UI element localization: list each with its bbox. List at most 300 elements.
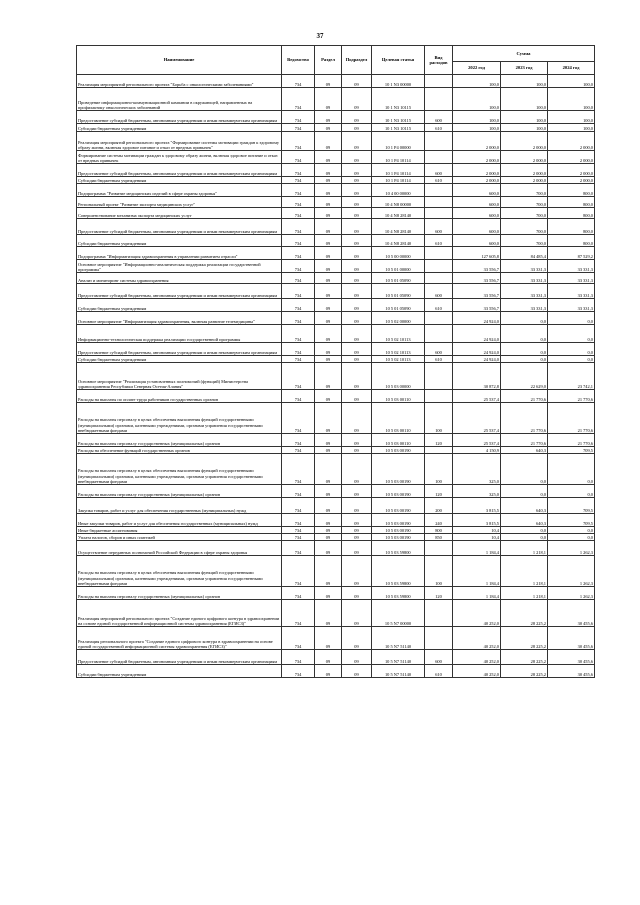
table-row: [77, 184, 595, 197]
row-name: Субсидии бюджетным учреждениям: [77, 299, 282, 312]
row-sum-2024: 1 262,3: [548, 556, 595, 587]
row-target: 10 5 03 00190: [372, 527, 425, 534]
row-sum-2024: 800,0: [548, 219, 595, 235]
row-name: Субсидии бюджетным учреждениям: [77, 235, 282, 247]
row-section: 09: [315, 299, 342, 312]
row-section: 09: [315, 587, 342, 600]
row-subsection: 09: [342, 208, 372, 219]
row-expense-type: 850: [425, 534, 453, 541]
row-target: 10 5 00 00000: [372, 247, 425, 260]
row-name: Субсидии бюджетным учреждениям: [77, 124, 282, 132]
row-subsection: 09: [342, 534, 372, 541]
row-target: 10 4 N8 00000: [372, 197, 425, 208]
row-target: 10 4 00 00000: [372, 184, 425, 197]
row-sum-2024: 709,5: [548, 514, 595, 527]
header-year-2024: 2024 год: [548, 62, 595, 75]
row-section: 09: [315, 312, 342, 325]
row-expense-type: [425, 447, 453, 454]
row-name: Реализация мероприятий регионального проекта "Создание единого цифрового контура в здравоохранении на основе единой государственной информационной системы здравоохранения (ЕГИСЗ)": [77, 600, 282, 627]
row-target: 10 5 03 00110: [372, 434, 425, 447]
table-row: [77, 498, 595, 514]
row-subsection: 09: [342, 434, 372, 447]
row-sum-2022: 30 872,8: [453, 363, 501, 390]
row-sum-2022: 2 000,0: [453, 164, 501, 177]
row-sum-2022: 100,0: [453, 111, 501, 124]
table-row: [77, 299, 595, 312]
row-subsection: 09: [342, 164, 372, 177]
row-sum-2024: 0,0: [548, 485, 595, 498]
table-row: [77, 151, 595, 164]
row-section: 09: [315, 485, 342, 498]
row-expense-type: [425, 363, 453, 390]
row-sum-2024: 800,0: [548, 197, 595, 208]
row-name: Осуществление переданных полномочий Российской Федерации в сфере охраны здоровья: [77, 541, 282, 556]
row-sum-2022: 325,0: [453, 454, 501, 485]
row-target: 10 5 03 00190: [372, 485, 425, 498]
table-row: [77, 219, 595, 235]
row-ministry: 734: [282, 260, 315, 273]
row-expense-type: [425, 247, 453, 260]
row-sum-2023: 1 218,1: [501, 587, 548, 600]
row-sum-2024: 0,0: [548, 454, 595, 485]
row-subsection: 09: [342, 527, 372, 534]
row-target: 10 4 N8 28140: [372, 219, 425, 235]
row-expense-type: 610: [425, 665, 453, 678]
row-sum-2024: 0,0: [548, 312, 595, 325]
row-target: 10 5 01 05090: [372, 273, 425, 284]
row-sum-2024: 30 455,6: [548, 665, 595, 678]
row-subsection: 09: [342, 403, 372, 434]
row-target: 10 1 N3 10115: [372, 111, 425, 124]
row-name: Формирование системы мотивации граждан к здоровому образу жизни, включая здоровое питание и отказ от вредных привычек: [77, 151, 282, 164]
row-subsection: 09: [342, 454, 372, 485]
row-sum-2024: 30 455,6: [548, 600, 595, 627]
row-sum-2022: 10,4: [453, 534, 501, 541]
row-target: 10 5 02 10113: [372, 325, 425, 343]
row-expense-type: 200: [425, 498, 453, 514]
row-section: 09: [315, 235, 342, 247]
row-subsection: 09: [342, 151, 372, 164]
row-section: 09: [315, 75, 342, 88]
row-subsection: 09: [342, 284, 372, 299]
row-sum-2023: 0,0: [501, 356, 548, 363]
row-sum-2023: 28 225,2: [501, 600, 548, 627]
row-ministry: 734: [282, 247, 315, 260]
row-expense-type: 610: [425, 356, 453, 363]
row-sum-2023: 0,0: [501, 312, 548, 325]
row-section: 09: [315, 284, 342, 299]
row-section: 09: [315, 356, 342, 363]
table-row: [77, 527, 595, 534]
row-sum-2023: 22 629,0: [501, 363, 548, 390]
row-sum-2023: 2 000,0: [501, 164, 548, 177]
row-sum-2022: 100,0: [453, 124, 501, 132]
row-sum-2023: 700,0: [501, 208, 548, 219]
row-sum-2024: 709,5: [548, 498, 595, 514]
row-sum-2023: 700,0: [501, 184, 548, 197]
row-ministry: 734: [282, 650, 315, 665]
table-row: [77, 454, 595, 485]
row-target: 10 5 01 05090: [372, 284, 425, 299]
row-section: 09: [315, 390, 342, 403]
row-subsection: 09: [342, 650, 372, 665]
row-ministry: 734: [282, 343, 315, 356]
row-subsection: 09: [342, 587, 372, 600]
row-sum-2023: 640,3: [501, 498, 548, 514]
row-sum-2024: 30 455,6: [548, 627, 595, 650]
table-row: [77, 447, 595, 454]
row-sum-2022: 10,4: [453, 527, 501, 534]
row-subsection: 09: [342, 356, 372, 363]
row-target: 10 5 03 59800: [372, 556, 425, 587]
row-expense-type: [425, 151, 453, 164]
row-sum-2022: 40 252,0: [453, 600, 501, 627]
row-name: Иные бюджетные ассигнования: [77, 527, 282, 534]
row-expense-type: 610: [425, 299, 453, 312]
row-section: 09: [315, 454, 342, 485]
row-subsection: 09: [342, 498, 372, 514]
table-row: [77, 132, 595, 151]
row-target: 10 5 02 00000: [372, 312, 425, 325]
row-sum-2022: 1 184,4: [453, 587, 501, 600]
row-sum-2023: 21 770,6: [501, 390, 548, 403]
row-name: Иные закупки товаров, работ и услуг для обеспечения государственных (муниципальных) нужд: [77, 514, 282, 527]
table-row: [77, 434, 595, 447]
table-row: [77, 356, 595, 363]
row-ministry: 734: [282, 124, 315, 132]
row-ministry: 734: [282, 403, 315, 434]
row-ministry: 734: [282, 312, 315, 325]
row-target: 10 5 N7 51140: [372, 665, 425, 678]
row-target: 10 5 03 59800: [372, 587, 425, 600]
row-ministry: 734: [282, 514, 315, 527]
row-sum-2022: 100,0: [453, 75, 501, 88]
row-section: 09: [315, 151, 342, 164]
row-section: 09: [315, 247, 342, 260]
row-expense-type: [425, 132, 453, 151]
row-sum-2022: 33 556,7: [453, 299, 501, 312]
row-sum-2024: 800,0: [548, 235, 595, 247]
table-row: [77, 485, 595, 498]
row-name: Основное мероприятие "Информационно-аналитическая поддержка реализации государственной программы": [77, 260, 282, 273]
row-sum-2024: 33 331,3: [548, 299, 595, 312]
row-subsection: 09: [342, 132, 372, 151]
row-sum-2022: 127 605,8: [453, 247, 501, 260]
row-target: 10 5 03 00110: [372, 403, 425, 434]
row-section: 09: [315, 514, 342, 527]
row-sum-2022: 600,0: [453, 219, 501, 235]
row-ministry: 734: [282, 665, 315, 678]
row-subsection: 09: [342, 363, 372, 390]
row-expense-type: 610: [425, 124, 453, 132]
table-row: [77, 235, 595, 247]
row-expense-type: 800: [425, 527, 453, 534]
header-target: Целевая статья: [372, 46, 425, 75]
row-name: Субсидии бюджетным учреждениям: [77, 177, 282, 184]
row-ministry: 734: [282, 164, 315, 177]
row-target: 10 5 03 00190: [372, 454, 425, 485]
row-expense-type: 120: [425, 434, 453, 447]
row-sum-2024: 800,0: [548, 208, 595, 219]
row-section: 09: [315, 556, 342, 587]
row-expense-type: 600: [425, 650, 453, 665]
row-expense-type: [425, 273, 453, 284]
table-row: [77, 312, 595, 325]
row-name: Предоставление субсидий бюджетным, автономным учреждениям и иным некоммерческим организациям: [77, 343, 282, 356]
row-ministry: 734: [282, 541, 315, 556]
row-sum-2023: 0,0: [501, 325, 548, 343]
row-name: Субсидии бюджетным учреждениям: [77, 665, 282, 678]
row-sum-2023: 28 225,2: [501, 627, 548, 650]
row-sum-2022: 600,0: [453, 184, 501, 197]
table-row: [77, 587, 595, 600]
row-ministry: 734: [282, 434, 315, 447]
row-sum-2024: 100,0: [548, 124, 595, 132]
row-sum-2022: 33 556,7: [453, 284, 501, 299]
row-sum-2022: 1 184,4: [453, 541, 501, 556]
row-expense-type: 100: [425, 454, 453, 485]
row-ministry: 734: [282, 111, 315, 124]
row-name: Расходы на выплаты персоналу в целях обеспечения выполнения функций государственными (муниципальными) органами, казенными учреждениями, органами управления государственными внебюджетными фондами: [77, 403, 282, 434]
row-expense-type: [425, 197, 453, 208]
row-name: Реализация мероприятий регионального проекта "Формирование системы мотивации граждан к здоровому образу жизни, включая здоровое питание и отказ от вредных привычек": [77, 132, 282, 151]
row-section: 09: [315, 132, 342, 151]
row-name: Расходы на выплаты по оплате труда работников государственных органов: [77, 390, 282, 403]
row-name: Предоставление субсидий бюджетным, автономным учреждениям и иным некоммерческим организациям: [77, 284, 282, 299]
row-sum-2023: 640,3: [501, 447, 548, 454]
row-expense-type: 100: [425, 556, 453, 587]
row-sum-2022: 24 924,0: [453, 325, 501, 343]
table-row: [77, 164, 595, 177]
row-target: 10 5 N7 51140: [372, 650, 425, 665]
row-ministry: 734: [282, 356, 315, 363]
row-ministry: 734: [282, 527, 315, 534]
row-name: Уплата налогов, сборов и иных платежей: [77, 534, 282, 541]
row-sum-2022: 600,0: [453, 197, 501, 208]
row-sum-2022: 2 000,0: [453, 177, 501, 184]
row-sum-2023: 0,0: [501, 485, 548, 498]
header-sum: Сумма: [453, 46, 595, 62]
table-row: [77, 343, 595, 356]
row-sum-2023: 28 225,2: [501, 665, 548, 678]
row-name: Расходы на выплаты персоналу государственных (муниципальных) органов: [77, 587, 282, 600]
row-expense-type: 600: [425, 111, 453, 124]
page-number: 37: [316, 32, 324, 40]
row-name: Предоставление субсидий бюджетным, автономным учреждениям и иным некоммерческим организациям: [77, 111, 282, 124]
table-row: [77, 534, 595, 541]
row-name: Анализ и мониторинг системы здравоохранения: [77, 273, 282, 284]
row-sum-2023: 100,0: [501, 124, 548, 132]
row-sum-2024: 21 770,6: [548, 403, 595, 434]
row-name: Реализация регионального проекта "Создание единого цифрового контура в здравоохранении на основе единой государственной информационной системы здравоохранения (ЕГИСЗ)": [77, 627, 282, 650]
header-year-2023: 2023 год: [501, 62, 548, 75]
row-subsection: 09: [342, 343, 372, 356]
row-sum-2022: 24 924,0: [453, 356, 501, 363]
row-name: Расходы на выплаты персоналу в целях обеспечения выполнения функций государственными (муниципальными) органами, казенными учреждениями, органами управления государственными внебюджетными фондами: [77, 454, 282, 485]
row-sum-2024: 0,0: [548, 527, 595, 534]
row-sum-2024: 1 262,3: [548, 541, 595, 556]
row-expense-type: 240: [425, 514, 453, 527]
row-sum-2023: 2 000,0: [501, 132, 548, 151]
row-sum-2024: 709,5: [548, 447, 595, 454]
row-section: 09: [315, 164, 342, 177]
row-expense-type: 610: [425, 177, 453, 184]
row-ministry: 734: [282, 556, 315, 587]
row-sum-2023: 100,0: [501, 88, 548, 111]
row-sum-2023: 2 000,0: [501, 151, 548, 164]
header-section: Раздел: [315, 46, 342, 75]
row-section: 09: [315, 177, 342, 184]
row-sum-2023: 28 225,2: [501, 650, 548, 665]
row-sum-2024: 100,0: [548, 75, 595, 88]
row-target: 10 5 N7 51140: [372, 627, 425, 650]
table-row: [77, 325, 595, 343]
row-name: Реализация мероприятий регионального проекта "Борьба с онкологическими заболеваниями": [77, 75, 282, 88]
row-subsection: 09: [342, 312, 372, 325]
row-sum-2024: 2 000,0: [548, 132, 595, 151]
row-ministry: 734: [282, 447, 315, 454]
row-ministry: 734: [282, 132, 315, 151]
row-sum-2024: 21 770,6: [548, 434, 595, 447]
row-expense-type: 120: [425, 587, 453, 600]
row-name: Региональный проект "Развитие экспорта медицинских услуг": [77, 197, 282, 208]
table-row: [77, 260, 595, 273]
row-target: 10 5 03 00110: [372, 390, 425, 403]
row-sum-2023: 700,0: [501, 235, 548, 247]
row-section: 09: [315, 600, 342, 627]
row-section: 09: [315, 343, 342, 356]
row-sum-2022: 1 184,4: [453, 556, 501, 587]
table-row: [77, 514, 595, 527]
row-section: 09: [315, 650, 342, 665]
row-target: 10 5 03 00190: [372, 498, 425, 514]
row-name: Совершенствование механизма экспорта медицинских услуг: [77, 208, 282, 219]
row-name: Расходы на выплаты персоналу государственных (муниципальных) органов: [77, 485, 282, 498]
row-ministry: 734: [282, 197, 315, 208]
table-header: [77, 46, 595, 75]
row-sum-2022: 25 537,4: [453, 403, 501, 434]
row-expense-type: 120: [425, 485, 453, 498]
row-sum-2023: 33 331,3: [501, 284, 548, 299]
row-subsection: 09: [342, 184, 372, 197]
row-subsection: 09: [342, 111, 372, 124]
row-sum-2022: 2 000,0: [453, 151, 501, 164]
row-subsection: 09: [342, 299, 372, 312]
row-ministry: 734: [282, 485, 315, 498]
row-name: Расходы на выплаты персоналу в целях обеспечения выполнения функций государственными (муниципальными) органами, казенными учреждениями, органами управления государственными внебюджетными фондами: [77, 556, 282, 587]
row-subsection: 09: [342, 273, 372, 284]
header-subsection: Подраздел: [342, 46, 372, 75]
row-section: 09: [315, 534, 342, 541]
row-section: 09: [315, 184, 342, 197]
row-sum-2023: 2 000,0: [501, 177, 548, 184]
row-expense-type: [425, 627, 453, 650]
row-sum-2024: 33 331,3: [548, 284, 595, 299]
row-section: 09: [315, 403, 342, 434]
row-ministry: 734: [282, 325, 315, 343]
row-subsection: 09: [342, 665, 372, 678]
row-expense-type: [425, 541, 453, 556]
row-name: Информационно-технологическая поддержка реализации государственной программы: [77, 325, 282, 343]
row-sum-2024: 33 331,3: [548, 273, 595, 284]
row-section: 09: [315, 197, 342, 208]
row-ministry: 734: [282, 151, 315, 164]
row-section: 09: [315, 325, 342, 343]
table-row: [77, 197, 595, 208]
row-subsection: 09: [342, 485, 372, 498]
table-row: [77, 273, 595, 284]
row-ministry: 734: [282, 219, 315, 235]
row-sum-2022: 3 815,5: [453, 514, 501, 527]
row-sum-2024: 0,0: [548, 356, 595, 363]
row-name: Основное мероприятие "Реализация установленных полномочий (функций) Министерства здравоохранения Республики Северная Осетия-Алания": [77, 363, 282, 390]
row-expense-type: 600: [425, 219, 453, 235]
row-subsection: 09: [342, 260, 372, 273]
row-section: 09: [315, 273, 342, 284]
row-sum-2022: 600,0: [453, 235, 501, 247]
row-sum-2024: 87 529,2: [548, 247, 595, 260]
row-sum-2023: 33 331,3: [501, 299, 548, 312]
row-sum-2024: 0,0: [548, 534, 595, 541]
row-ministry: 734: [282, 498, 315, 514]
table-row: [77, 124, 595, 132]
row-sum-2022: 33 556,7: [453, 260, 501, 273]
row-ministry: 734: [282, 88, 315, 111]
row-target: 10 1 P4 10114: [372, 177, 425, 184]
row-section: 09: [315, 541, 342, 556]
row-section: 09: [315, 447, 342, 454]
row-name: Предоставление субсидий бюджетным, автономным учреждениям и иным некоммерческим организациям: [77, 219, 282, 235]
row-ministry: 734: [282, 184, 315, 197]
row-subsection: 09: [342, 219, 372, 235]
row-sum-2024: 2 000,0: [548, 177, 595, 184]
row-subsection: 09: [342, 197, 372, 208]
row-sum-2023: 33 331,3: [501, 260, 548, 273]
row-subsection: 09: [342, 235, 372, 247]
row-target: 10 5 03 59800: [372, 541, 425, 556]
table-row: [77, 363, 595, 390]
row-sum-2024: 23 742,1: [548, 363, 595, 390]
row-target: 10 1 P4 10114: [372, 151, 425, 164]
row-target: 10 1 N3 10115: [372, 124, 425, 132]
row-sum-2023: 84 485,4: [501, 247, 548, 260]
row-sum-2024: 1 262,3: [548, 587, 595, 600]
row-sum-2024: 2 000,0: [548, 164, 595, 177]
row-sum-2023: 1 218,1: [501, 556, 548, 587]
row-section: 09: [315, 88, 342, 111]
row-sum-2023: 21 770,6: [501, 434, 548, 447]
row-expense-type: [425, 88, 453, 111]
row-ministry: 734: [282, 600, 315, 627]
row-subsection: 09: [342, 390, 372, 403]
row-sum-2023: 100,0: [501, 111, 548, 124]
table-row: [77, 556, 595, 587]
row-sum-2024: 100,0: [548, 111, 595, 124]
row-expense-type: [425, 600, 453, 627]
row-sum-2022: 40 252,0: [453, 650, 501, 665]
row-expense-type: 600: [425, 164, 453, 177]
table-row: [77, 541, 595, 556]
row-target: 10 5 01 00000: [372, 260, 425, 273]
row-sum-2022: 24 924,0: [453, 312, 501, 325]
row-sum-2022: 100,0: [453, 88, 501, 111]
table-row: [77, 650, 595, 665]
row-expense-type: [425, 260, 453, 273]
row-ministry: 734: [282, 299, 315, 312]
table-row: [77, 600, 595, 627]
row-section: 09: [315, 260, 342, 273]
row-target: 10 5 02 10113: [372, 356, 425, 363]
